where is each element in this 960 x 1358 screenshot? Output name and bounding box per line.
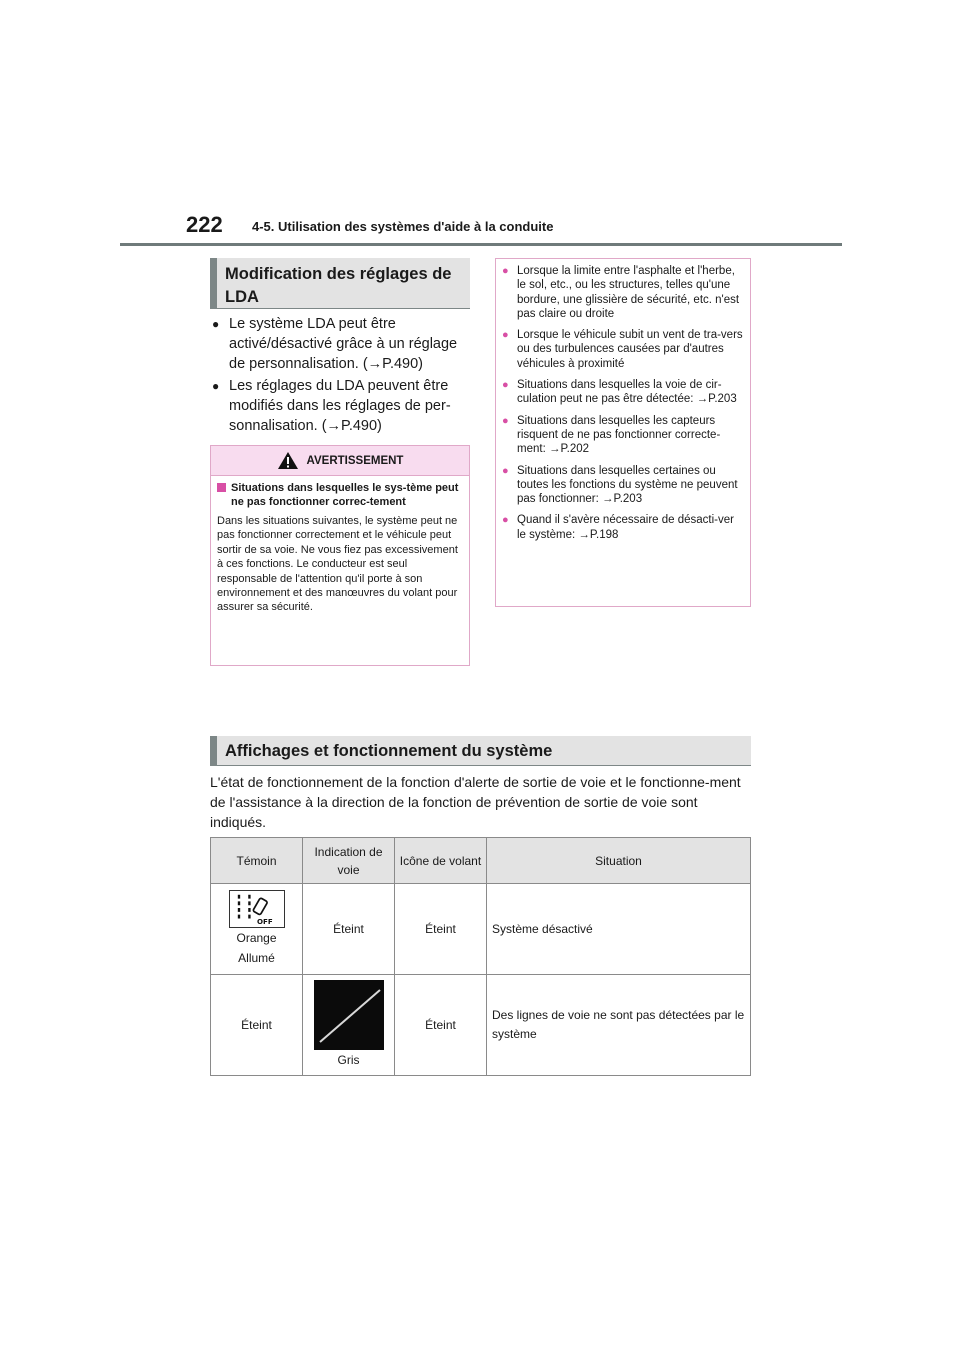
list-item: ● Situations dans lesquelles la voie de cir-culation peut ne pas être détectée: →P.203 — [502, 378, 744, 407]
header-indication: Indication de voie — [303, 838, 395, 884]
warning-title: AVERTISSEMENT — [306, 454, 404, 467]
cell-temoin: Éteint — [211, 975, 303, 1076]
list-item: ● Quand il s'avère nécessaire de désacti-ver le système: →P.198 — [502, 513, 744, 542]
cell-icone: Éteint — [395, 975, 487, 1076]
display-intro: L'état de fonctionnement de la fonction d'alerte de sortie de voie et le fonctionne-ment de l'assistance à la direction de la fonction de prévention de sortie de voie sont indiqués. — [210, 774, 741, 830]
warning-text: Dans les situations suivantes, le système peut ne pas fonctionner correctement et le véhicule peut sortir de sa voie. Ne vous fiez pas excessivement à ces fonctions. Le conducteur est seul responsable de l'attention qu'il porte à son environnement et des manœuvres du volant pour assurer sa sécurité. — [217, 515, 458, 614]
lda-settings-heading: Modification des réglages de LDA — [210, 258, 470, 309]
temoin-state: Allumé — [238, 951, 275, 965]
lda-off-icon — [229, 890, 285, 928]
status-table — [210, 837, 751, 1076]
temoin-color: Orange — [236, 931, 277, 945]
indication-caption: Gris — [337, 1053, 360, 1067]
table-header-row — [211, 838, 751, 884]
header-situation: Situation — [487, 838, 751, 884]
cell-temoin — [211, 884, 303, 975]
page-number: 222 — [186, 212, 223, 237]
cell-icone: Éteint — [395, 884, 487, 975]
square-bullet-icon — [217, 483, 226, 492]
warning-box — [210, 445, 470, 666]
list-item: ● Le système LDA peut être activé/désactivé grâce à un réglage de personnalisation. (→P.490) — [212, 314, 470, 374]
list-item: ● Lorsque le véhicule subit un vent de tra-vers ou des turbulences causées par d'autres véhicules à proximité — [502, 328, 744, 371]
list-item: ● Lorsque la limite entre l'asphalte et l'herbe, le sol, etc., ou les structures, telles qu'une bordure, une glissière de sécurité, etc. n'est pas claire ou droite — [502, 264, 744, 321]
lane-line-icon — [314, 980, 384, 1050]
warning-subheading-text: Situations dans lesquelles le sys-tème peut ne pas fonctionner correc-tement — [231, 482, 459, 508]
lda-settings-bullets — [212, 314, 470, 438]
display-section-heading: Affichages et fonctionnement du système — [210, 736, 751, 766]
warning-subheading — [217, 481, 463, 509]
cell-indication: Éteint — [303, 884, 395, 975]
list-item: ● Situations dans lesquelles certaines ou toutes les fonctions du système ne peuvent pas fonctionner: →P.203 — [502, 464, 744, 507]
warning-body — [211, 476, 469, 615]
header-temoin: Témoin — [211, 838, 303, 884]
warning-triangle-icon — [277, 451, 299, 470]
chapter-title: 4-5. Utilisation des systèmes d'aide à la conduite — [252, 219, 554, 234]
list-item: ● Les réglages du LDA peuvent être modifiés dans les réglages de per-sonnalisation. (→P.490) — [212, 376, 470, 436]
table-row — [211, 884, 751, 975]
cell-situation: Des lignes de voie ne sont pas détectées par le système — [487, 975, 751, 1076]
cell-situation: Système désactivé — [487, 884, 751, 975]
svg-text:OFF: OFF — [256, 917, 273, 927]
cell-indication — [303, 975, 395, 1076]
header-rule — [120, 243, 842, 246]
conditions-list — [495, 258, 751, 607]
header-icone: Icône de volant — [395, 838, 487, 884]
table-row — [211, 975, 751, 1076]
list-item: ● Situations dans lesquelles les capteurs risquent de ne pas fonctionner correcte-ment: →P.202 — [502, 414, 744, 457]
warning-header — [211, 446, 469, 476]
